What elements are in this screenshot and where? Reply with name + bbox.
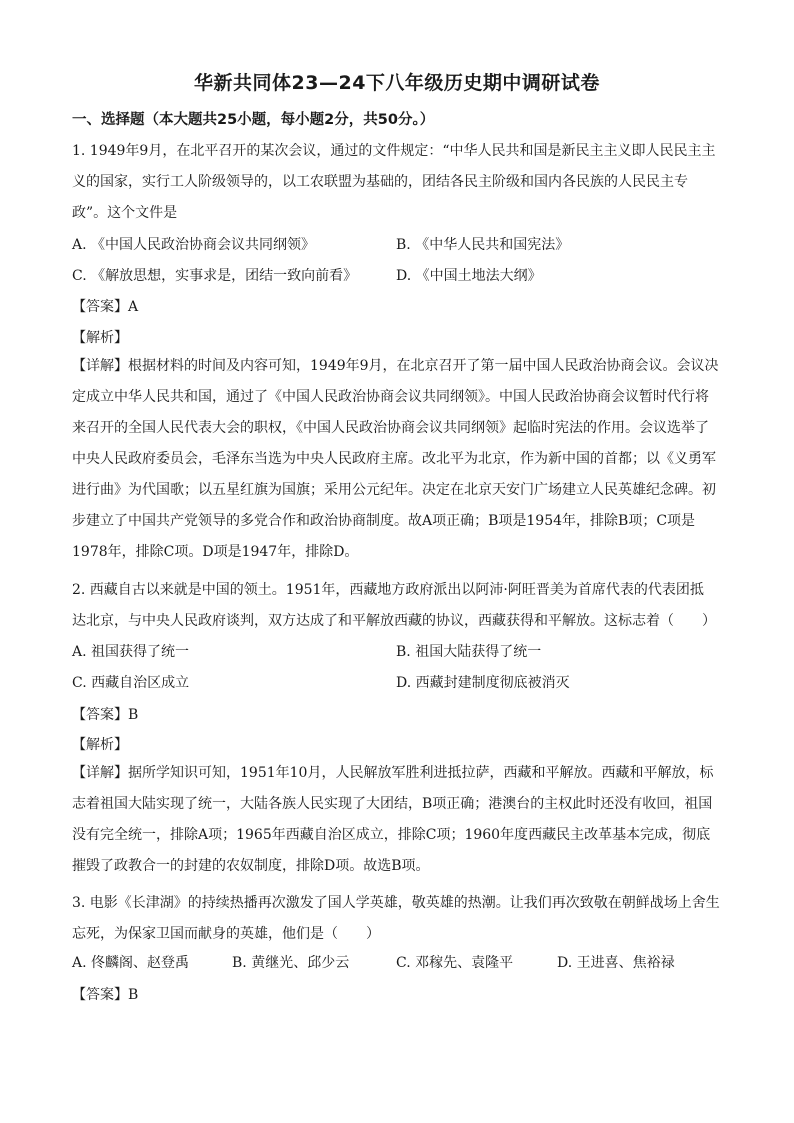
question-1-analysis-label: 【解析】 bbox=[72, 330, 128, 346]
question-1-option-a: A. 《中国人民政治协商会议共同纲领》 bbox=[72, 237, 316, 253]
question-1-option-b: B. 《中华人民共和国宪法》 bbox=[396, 237, 570, 253]
question-3-line: 忘死，为保家卫国而献身的英雄，他们是（ ） bbox=[72, 926, 380, 942]
question-2-option-c: C. 西藏自治区成立 bbox=[72, 675, 190, 691]
question-1-line: 政”。这个文件是 bbox=[72, 205, 178, 221]
question-3-stem bbox=[72, 888, 722, 950]
question-2-option-d: D. 西藏封建制度彻底被消灭 bbox=[396, 675, 570, 691]
question-1-detail-line: 1978年，排除C项。D项是1947年，排除D。 bbox=[72, 544, 359, 560]
question-1-option-d: D. 《中国土地法大纲》 bbox=[396, 268, 542, 284]
question-1-line: 义的国家，实行工人阶级领导的，以工农联盟为基础的，团结各民主阶级和国内各民族的人民民主专 bbox=[72, 174, 688, 190]
question-2-detail-line: 【详解】据所学知识可知，1951年10月，人民解放军胜利进抵拉萨，西藏和平解放。西藏和平解放，标 bbox=[72, 765, 714, 781]
question-2-detail bbox=[72, 758, 722, 882]
question-3-option-b: B. 黄继光、邱少云 bbox=[232, 955, 350, 971]
question-2-option-b: B. 祖国大陆获得了统一 bbox=[396, 644, 542, 660]
question-2-option-a: A. 祖国获得了统一 bbox=[72, 644, 190, 660]
question-1-detail bbox=[72, 351, 722, 568]
question-1-stem bbox=[72, 136, 722, 229]
question-2-line: 达北京，与中央人民政府谈判，双方达成了和平解放西藏的协议，西藏获得和平解放。这标志着（ ） bbox=[72, 613, 716, 629]
question-2-detail-line: 摧毁了政教合一的封建的农奴制度，排除D项。故选B项。 bbox=[72, 858, 430, 874]
section-heading: 一、选择题（本大题共25小题，每小题2分，共50分。） bbox=[72, 112, 435, 128]
question-2-stem bbox=[72, 575, 722, 637]
question-1-detail-line: 步建立了中国共产党领导的多党合作和政治协商制度。故A项正确；B项是1954年，排除B项；C项是 bbox=[72, 513, 696, 529]
question-2-detail-line: 志着祖国大陆实现了统一，大陆各族人民实现了大团结，B项正确；港澳台的主权此时还没有收回，祖国 bbox=[72, 796, 713, 812]
question-3-option-d: D. 王进喜、焦裕禄 bbox=[557, 955, 675, 971]
page-title: 华新共同体23—24下八年级历史期中调研试卷 bbox=[194, 72, 600, 94]
question-1-detail-line: 来召开的全国人民代表大会的职权，《中国人民政治协商会议共同纲领》起临时宪法的作用。会议选举了 bbox=[72, 420, 709, 436]
question-3-option-a: A. 佟麟阁、赵登禹 bbox=[72, 955, 190, 971]
question-3-line: 3. 电影《长津湖》的持续热播再次激发了国人学英雄，敬英雄的热潮。让我们再次致敬在朝鲜战场上舍生 bbox=[72, 895, 720, 911]
question-1-line: 1. 1949年9月，在北平召开的某次会议，通过的文件规定：“中华人民共和国是新民主主义即人民民主主 bbox=[72, 143, 716, 159]
question-1-detail-line: 中央人民政府委员会，毛泽东当选为中央人民政府主席。改北平为北京，作为新中国的首都；以《义勇军 bbox=[72, 451, 716, 467]
question-3-option-c: C. 邓稼先、袁隆平 bbox=[396, 955, 514, 971]
question-2-analysis-label: 【解析】 bbox=[72, 737, 128, 753]
question-1-option-c: C. 《解放思想，实事求是，团结一致向前看》 bbox=[72, 268, 358, 284]
question-2-detail-line: 没有完全统一，排除A项；1965年西藏自治区成立，排除C项；1960年度西藏民主改革基本完成，彻底 bbox=[72, 827, 711, 843]
question-1-detail-line: 定成立中华人民共和国，通过了《中国人民政治协商会议共同纲领》。中国人民政治协商会议暂时代行将 bbox=[72, 389, 709, 405]
question-3-answer: 【答案】B bbox=[72, 987, 139, 1003]
question-1-detail-line: 进行曲》为代国歌；以五星红旗为国旗；采用公元纪年。决定在北京天安门广场建立人民英雄纪念碑。初 bbox=[72, 482, 716, 498]
question-1-detail-line: 【详解】根据材料的时间及内容可知，1949年9月，在北京召开了第一届中国人民政治协商会议。会议决 bbox=[72, 358, 719, 374]
question-1-answer: 【答案】A bbox=[72, 299, 139, 315]
question-2-answer: 【答案】B bbox=[72, 707, 139, 723]
question-2-line: 2. 西藏自古以来就是中国的领土。1951年，西藏地方政府派出以阿沛·阿旺晋美为首席代表的代表团抵 bbox=[72, 582, 704, 598]
